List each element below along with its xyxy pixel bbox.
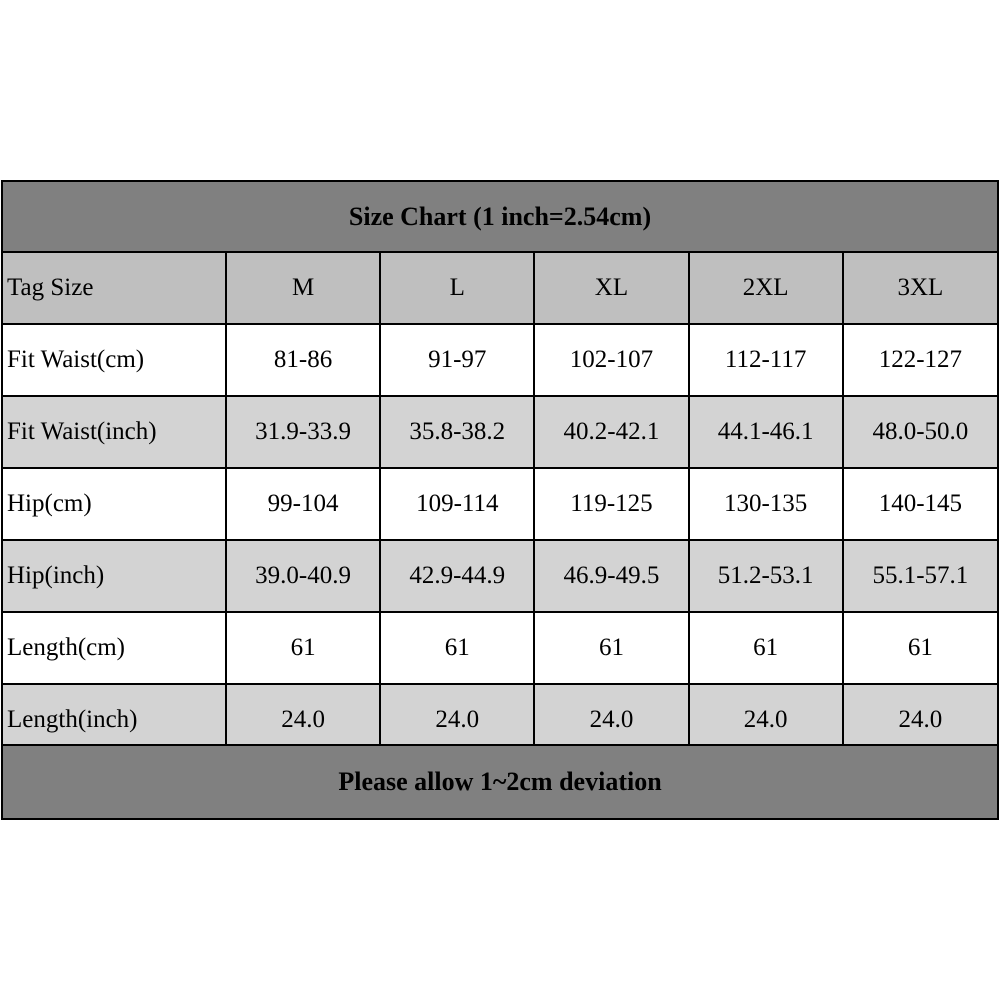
deviation-note: Please allow 1~2cm deviation xyxy=(3,744,997,818)
table-cell: 91-97 xyxy=(380,324,534,396)
row-label: Length(cm) xyxy=(3,612,226,684)
table-cell: 102-107 xyxy=(534,324,688,396)
row-label: Length(inch) xyxy=(3,684,226,755)
table-cell: 24.0 xyxy=(689,684,843,755)
table-cell: 39.0-40.9 xyxy=(226,540,380,612)
table-cell: 99-104 xyxy=(226,468,380,540)
table-cell: 61 xyxy=(380,612,534,684)
table-cell: 46.9-49.5 xyxy=(534,540,688,612)
table-cell: 130-135 xyxy=(689,468,843,540)
table-cell: 24.0 xyxy=(380,684,534,755)
table-row xyxy=(3,468,997,540)
table-cell: 24.0 xyxy=(534,684,688,755)
table-cell: 48.0-50.0 xyxy=(843,396,997,468)
table-row xyxy=(3,612,997,684)
table-cell: 42.9-44.9 xyxy=(380,540,534,612)
table-row xyxy=(3,324,997,396)
size-chart xyxy=(1,180,999,820)
size-table xyxy=(3,253,997,755)
header-row xyxy=(3,253,997,324)
row-label: Fit Waist(inch) xyxy=(3,396,226,468)
chart-title: Size Chart (1 inch=2.54cm) xyxy=(3,182,997,253)
size-header-3xl: 3XL xyxy=(843,253,997,324)
table-cell: 55.1-57.1 xyxy=(843,540,997,612)
table-cell: 109-114 xyxy=(380,468,534,540)
table-cell: 140-145 xyxy=(843,468,997,540)
table-cell: 119-125 xyxy=(534,468,688,540)
table-cell: 122-127 xyxy=(843,324,997,396)
table-row xyxy=(3,540,997,612)
table-cell: 81-86 xyxy=(226,324,380,396)
table-cell: 51.2-53.1 xyxy=(689,540,843,612)
table-row xyxy=(3,396,997,468)
table-cell: 61 xyxy=(226,612,380,684)
header-label: Tag Size xyxy=(3,253,226,324)
table-cell: 61 xyxy=(534,612,688,684)
table-cell: 112-117 xyxy=(689,324,843,396)
table-cell: 24.0 xyxy=(226,684,380,755)
table-cell: 31.9-33.9 xyxy=(226,396,380,468)
table-cell: 61 xyxy=(689,612,843,684)
table-cell: 44.1-46.1 xyxy=(689,396,843,468)
size-header-xl: XL xyxy=(534,253,688,324)
table-cell: 35.8-38.2 xyxy=(380,396,534,468)
row-label: Fit Waist(cm) xyxy=(3,324,226,396)
size-header-l: L xyxy=(380,253,534,324)
row-label: Hip(inch) xyxy=(3,540,226,612)
table-cell: 61 xyxy=(843,612,997,684)
table-cell: 40.2-42.1 xyxy=(534,396,688,468)
size-header-m: M xyxy=(226,253,380,324)
row-label: Hip(cm) xyxy=(3,468,226,540)
table-cell: 24.0 xyxy=(843,684,997,755)
size-header-2xl: 2XL xyxy=(689,253,843,324)
